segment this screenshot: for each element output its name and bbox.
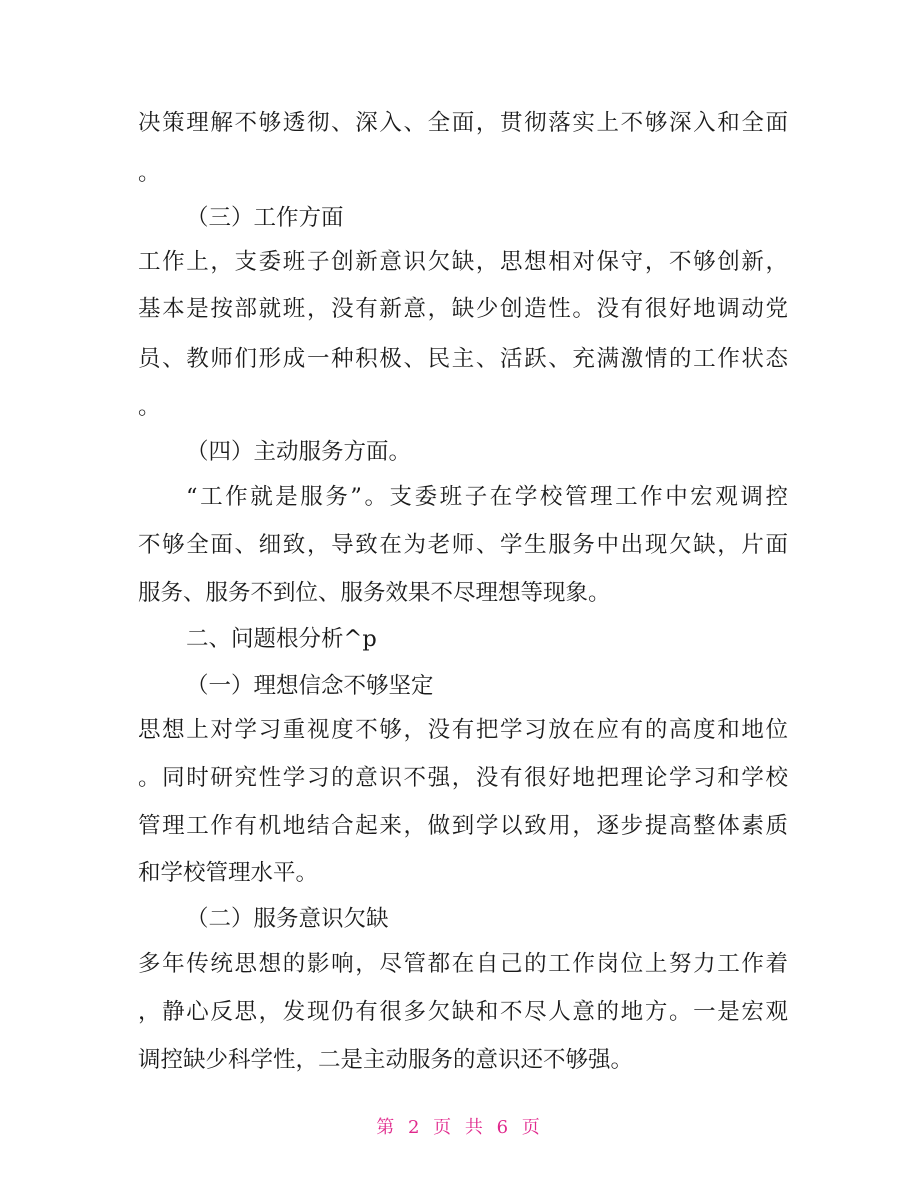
text-line-7: 。 (138, 394, 161, 420)
page-number-footer: 第 2 页 共 6 页 (376, 1117, 544, 1138)
section-heading-belief: （一）理想信念不够坚定 (186, 673, 434, 699)
text-line-9: “工作就是服务”。支委班子在学校管理工作中宏观调控 (186, 484, 788, 510)
text-line-17: 和学校管理水平。 (138, 860, 319, 886)
text-line-11: 服务、服务不到位、服务效果不尽理想等现象。 (138, 580, 611, 606)
text-line-15: 。同时研究性学习的意识不强，没有很好地把理论学习和学校 (138, 765, 788, 791)
section-heading-service: （四）主动服务方面。 (186, 439, 412, 465)
section-heading-awareness: （二）服务意识欠缺 (186, 906, 389, 932)
text-line-1: 决策理解不够透彻、深入、全面，贯彻落实上不够深入和全面 (138, 110, 788, 136)
text-line-6: 员、教师们形成一种积极、民主、活跃、充满激情的工作状态 (138, 346, 788, 372)
text-line-10: 不够全面、细致，导致在为老师、学生服务中出现欠缺，片面 (138, 532, 788, 558)
text-line-5: 基本是按部就班，没有新意，缺少创造性。没有很好地调动党 (138, 296, 788, 322)
section-heading-work: （三）工作方面 (186, 205, 344, 231)
text-line-4: 工作上，支委班子创新意识欠缺，思想相对保守，不够创新， (138, 249, 788, 275)
text-line-19: 多年传统思想的影响，尽管都在自己的工作岗位上努力工作着 (138, 951, 788, 977)
text-line-20: ，静心反思，发现仍有很多欠缺和不尽人意的地方。一是宏观 (138, 999, 788, 1025)
section-heading-analysis: 二、问题根分析^p (186, 626, 377, 652)
text-line-14: 思想上对学习重视度不够，没有把学习放在应有的高度和地位 (138, 717, 788, 743)
text-line-16: 管理工作有机地结合起来，做到学以致用，逐步提高整体素质 (138, 813, 788, 839)
text-line-2: 。 (138, 160, 161, 186)
text-line-21: 调控缺少科学性，二是主动服务的意识还不够强。 (138, 1047, 634, 1073)
